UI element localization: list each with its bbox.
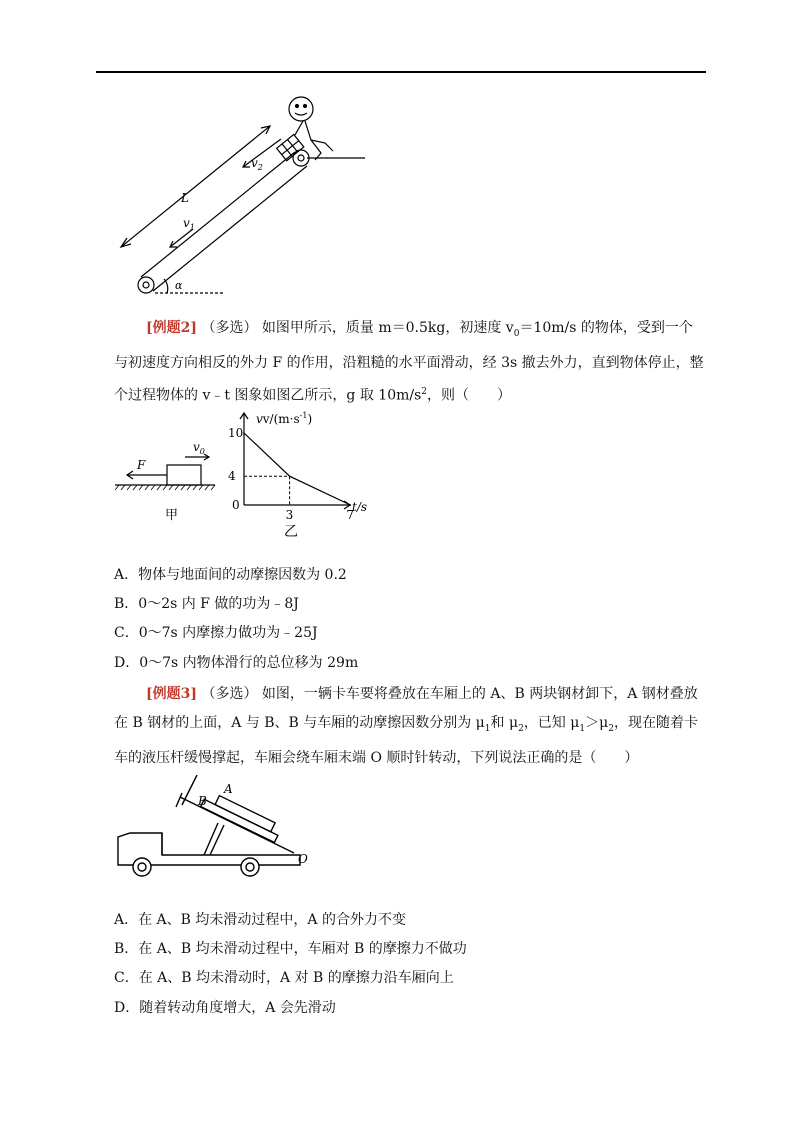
vt-point (243, 432, 245, 434)
length-label: L (181, 191, 189, 205)
y-tick-label: 4 (228, 469, 236, 484)
figure-jia (115, 435, 225, 525)
label-a: A (224, 782, 233, 796)
example3-question (114, 680, 706, 773)
example2-v0-sub: 0 (513, 328, 520, 339)
example2-text-post: ＝10m/s 的物体，受到一个与初速度方向相反的外力 F 的作用，沿粗糙的水平面滑动，经 3s 撤去外力，直到物体停止，整个过程物体的 v﹣t 图象如图乙所示，g 取 10m/s (114, 320, 704, 404)
mu2-sub: 2 (518, 723, 524, 734)
angle-label: α (175, 279, 183, 292)
example2-text-end: ，则（ ） (427, 387, 512, 404)
example3-text-post: ，现在随着卡车的液压杆缓慢撑起，车厢会绕车厢末端 O 顺时针转动，下列说法正确的是（ ） (114, 715, 698, 766)
example3-text-gt: ＞μ (585, 715, 609, 731)
x-tick-label: 3 (285, 508, 294, 522)
v2-label: $v_2$ (251, 156, 263, 172)
example2-option-c: C．0～7s 内摩擦力做功为﹣25J (114, 625, 318, 641)
example3-text-mid2: ，已知 μ (523, 715, 580, 731)
example3-tag: [例题3] (146, 686, 197, 702)
y-tick-label: 10 (228, 426, 244, 440)
yi-caption: 乙 (284, 524, 298, 540)
origin-label: 0 (232, 498, 240, 512)
force-label: F (137, 458, 146, 472)
example2-text-pre: 如图甲所示，质量 m＝0.5kg，初速度 v (261, 320, 514, 336)
mu1-sub: 1 (484, 723, 491, 734)
example2-option-b: B．0～2s 内 F 做的功为﹣8J (114, 596, 299, 612)
example2-question (114, 314, 706, 410)
example3-option-d: D．随着转动角度增大，A 会先滑动 (114, 1000, 336, 1016)
example3-text-pre: 如图，一辆卡车要将叠放在车厢上的 A、B 两块钢材卸下，A 钢材叠放在 B 钢材的上面，A 与 B、B 与车厢的动摩擦因数分别为 μ (114, 686, 698, 731)
example3-text-mid: 和 μ (490, 715, 519, 731)
y-axis-label: $vv/(m\cdot s^{-1})$ (256, 411, 313, 426)
example3-option-a: A．在 A、B 均未滑动过程中，A 的合外力不变 (114, 912, 406, 928)
example3-type: （多选） (201, 686, 258, 702)
example3-option-c: C．在 A、B 均未滑动时，A 对 B 的摩擦力沿车厢向上 (114, 970, 454, 986)
block (167, 465, 201, 485)
vt-point (350, 504, 352, 506)
label-b: B (198, 794, 207, 808)
vt-chart (228, 405, 373, 540)
vt-series-line (244, 433, 350, 505)
label-o: O (298, 852, 308, 866)
v0-label: $v_0$ (193, 440, 205, 456)
example2-tag: [例题2] (146, 320, 197, 336)
example2-sup: 2 (421, 386, 428, 397)
mu2b-sub: 2 (608, 723, 614, 734)
example3-option-b: B．在 A、B 均未滑动过程中，车厢对 B 的摩擦力不做功 (114, 941, 467, 957)
mu1b-sub: 1 (579, 723, 586, 734)
conveyor-figure (115, 95, 370, 300)
cargo-box (277, 134, 304, 160)
truck-figure (112, 775, 322, 885)
x-axis-label: t/s (352, 500, 368, 514)
x-tick-label: 7 (346, 508, 355, 522)
header-rule (96, 71, 706, 73)
example2-option-d: D．0～7s 内物体滑行的总位移为 29m (114, 655, 359, 671)
example2-option-a: A．物体与地面间的动摩擦因数为 0.2 (114, 567, 347, 583)
example2-type: （多选） (201, 320, 258, 336)
v1-label: $v_1$ (183, 216, 195, 232)
jia-caption: 甲 (165, 508, 179, 523)
